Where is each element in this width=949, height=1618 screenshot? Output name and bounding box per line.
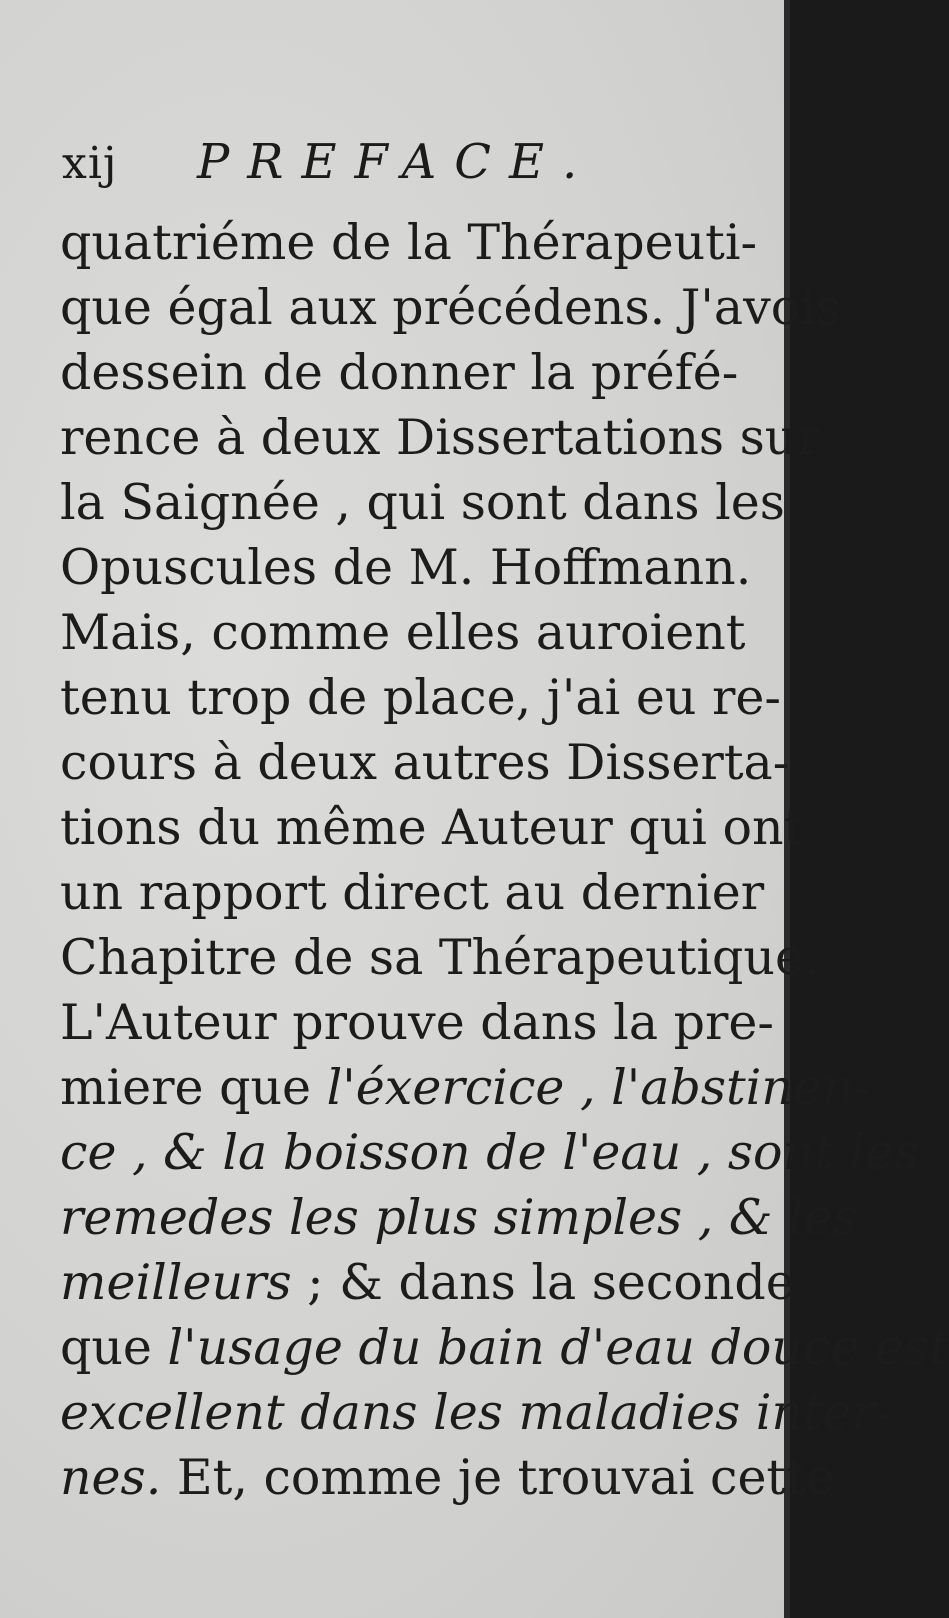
running-title: PREFACE. xyxy=(197,134,596,190)
page-header xyxy=(62,132,722,192)
text-line xyxy=(60,1250,795,1315)
roman-text: dessein de donner la préfé- xyxy=(60,344,739,401)
text-line xyxy=(60,1380,892,1445)
text-line xyxy=(60,1055,871,1120)
roman-text: Chapitre de sa Thérapeutique. xyxy=(60,929,820,986)
roman-text: tenu trop de place, j'ai eu re- xyxy=(60,669,781,726)
roman-text: un rapport direct au dernier xyxy=(60,864,765,921)
page-number: xij xyxy=(62,138,118,189)
text-line xyxy=(60,1185,858,1250)
roman-text: cours à deux autres Disserta- xyxy=(60,734,790,791)
roman-text: la Saignée , qui sont dans les xyxy=(60,474,785,531)
roman-text: quatriéme de la Thérapeuti- xyxy=(60,214,758,271)
roman-text: Opuscules de M. Hoffmann. xyxy=(60,539,752,596)
text-line xyxy=(60,405,820,470)
roman-text: Et, comme je trouvai cette xyxy=(161,1449,835,1506)
text-line xyxy=(60,925,820,990)
italic-text: l'éxercice , l'abstinen- xyxy=(326,1059,871,1116)
italic-text: remedes les plus simples , & les xyxy=(60,1189,858,1246)
roman-text: que xyxy=(60,1319,168,1376)
italic-text: meilleurs xyxy=(60,1254,292,1311)
text-line xyxy=(60,730,790,795)
italic-text: l'usage du bain d'eau douce est xyxy=(167,1319,949,1376)
italic-text: ce , & la boisson de l'eau , sont les xyxy=(60,1124,920,1181)
roman-text: rence à deux Dissertations sur xyxy=(60,409,820,466)
text-line xyxy=(60,340,739,405)
text-line xyxy=(60,1445,835,1510)
italic-text: excellent dans les maladies inter- xyxy=(60,1384,892,1441)
roman-text: L'Auteur prouve dans la pre- xyxy=(60,994,774,1051)
roman-text: miere que xyxy=(60,1059,327,1116)
text-line xyxy=(60,860,765,925)
roman-text: ; & dans la seconde xyxy=(291,1254,795,1311)
text-line xyxy=(60,535,752,600)
italic-text: nes. xyxy=(60,1449,162,1506)
roman-text: tions du même Auteur qui ont xyxy=(60,799,804,856)
text-line xyxy=(60,470,785,535)
roman-text: que égal aux précédens. J'avois xyxy=(60,279,842,336)
text-line xyxy=(60,1315,949,1380)
roman-text: Mais, comme elles auroient xyxy=(60,604,746,661)
text-line xyxy=(60,665,781,730)
text-line xyxy=(60,600,746,665)
text-line xyxy=(60,795,804,860)
body-text xyxy=(60,210,949,1510)
text-line xyxy=(60,990,774,1055)
text-line xyxy=(60,210,758,275)
text-line xyxy=(60,275,842,340)
text-line xyxy=(60,1120,920,1185)
